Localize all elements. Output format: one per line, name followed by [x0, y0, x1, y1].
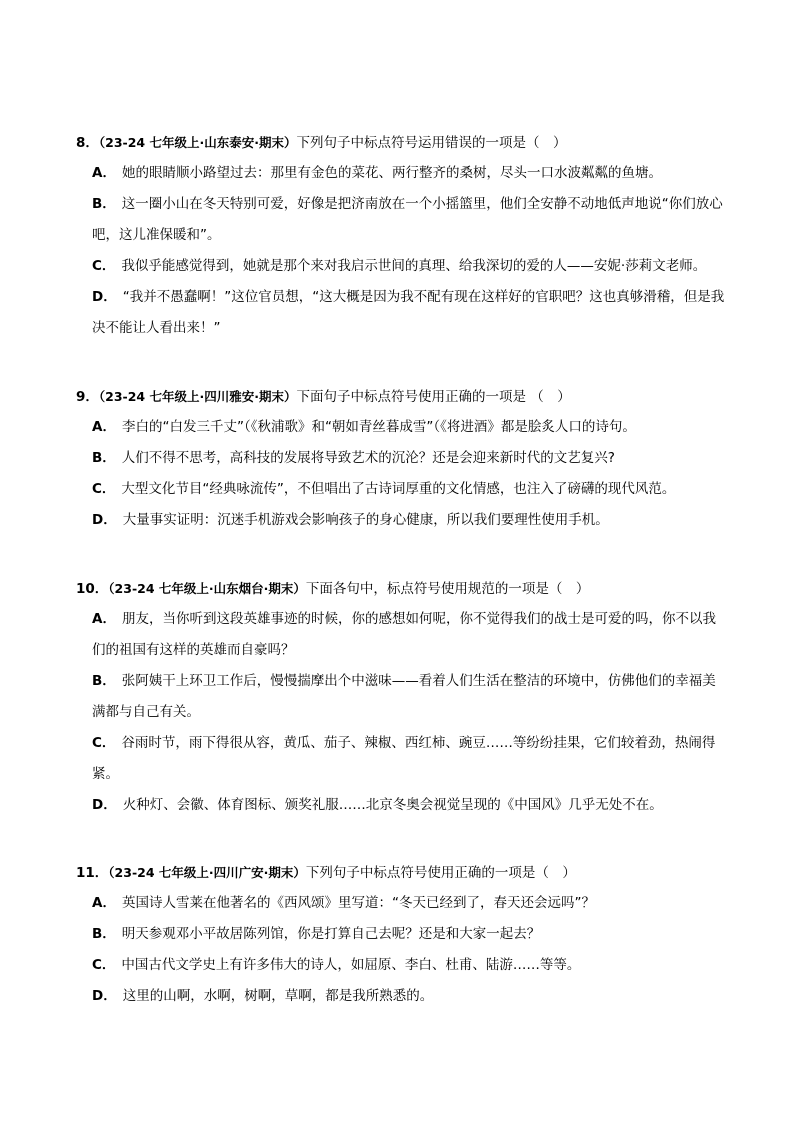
- question-number: 9．: [76, 389, 99, 405]
- option-letter: C．: [92, 735, 116, 751]
- option-text: 谷雨时节，雨下得很从容，黄瓜、茄子、辣椒、西红柿、豌豆……等纷纷挂果，它们较着劲，热闹得紧。: [92, 735, 716, 782]
- option-text: 张阿姨干上环卫工作后，慢慢揣摩出个中滋味——看着人们生活在整洁的环境中，仿佛他们的幸福美满都与自己有关。: [92, 673, 716, 720]
- option-text: 人们不得不思考，高科技的发展将导致艺术的沉沦？还是会迎来新时代的文艺复兴?: [121, 450, 615, 466]
- option-letter: D．: [92, 988, 117, 1004]
- option-text: 中国古代文学史上有许多伟大的诗人，如屈原、李白、杜甫、陆游……等等。: [121, 957, 581, 973]
- option-c: [92, 251, 726, 282]
- option-letter: A．: [92, 611, 116, 627]
- option-letter: A．: [92, 895, 116, 911]
- question-text: 下列句子中标点符号运用错误的一项是（ ）: [296, 135, 567, 151]
- option-text: 李白的“白发三千丈”（《秋浦歌》和“朝如青丝暮成雪”（《将进酒》都是脍炙人口的诗句。: [121, 419, 636, 435]
- question-10: [76, 578, 726, 821]
- option-text: 她的眼睛顺小路望过去：那里有金色的菜花、两行整齐的桑树，尽头一口水波粼粼的鱼塘。: [121, 165, 662, 181]
- option-letter: B．: [92, 926, 116, 942]
- option-letter: D．: [92, 289, 117, 305]
- question-source: （23-24 七年级上·山东泰安·期末）: [98, 135, 297, 150]
- question-11: [76, 862, 726, 1012]
- question-text: 下面句子中标点符号使用正确的一项是 （ ）: [296, 389, 571, 405]
- option-c: [92, 728, 726, 790]
- option-letter: C．: [92, 258, 116, 274]
- option-b: [92, 919, 726, 950]
- question-text: 下面各句中，标点符号使用规范的一项是（ ）: [305, 581, 590, 597]
- question-9: [76, 386, 726, 536]
- option-c: [92, 950, 726, 981]
- option-letter: D．: [92, 512, 117, 528]
- question-source: （23-24 七年级上·山东烟台·期末）: [108, 581, 306, 596]
- question-stem: [76, 862, 726, 884]
- option-a: [92, 412, 726, 443]
- question-stem: [76, 578, 726, 600]
- question-number: 8．: [76, 135, 99, 151]
- option-text: 这里的山啊，水啊，树啊，草啊，都是我所熟悉的。: [122, 988, 434, 1004]
- option-a: [92, 604, 726, 666]
- option-text: 大量事实证明：沉迷手机游戏会影响孩子的身心健康，所以我们要理性使用手机。: [122, 512, 609, 528]
- option-d: [92, 505, 726, 536]
- option-b: [92, 189, 726, 251]
- question-number: 10．: [76, 581, 109, 597]
- option-letter: B．: [92, 196, 116, 212]
- option-text: 火种灯、会徽、体育图标、颁奖礼服……北京冬奥会视觉呈现的《中国风》几乎无处不在。: [122, 797, 663, 813]
- option-letter: C．: [92, 481, 116, 497]
- question-source: （23-24 七年级上·四川雅安·期末）: [98, 389, 297, 404]
- option-letter: B．: [92, 450, 116, 466]
- option-text: 我似乎能感觉得到，她就是那个来对我启示世间的真理、给我深切的爱的人——安妮·莎莉文老师。: [121, 258, 707, 274]
- question-stem: [76, 132, 726, 154]
- option-d: [92, 981, 726, 1012]
- question-text: 下列句子中标点符号使用正确的一项是（ ）: [305, 865, 576, 881]
- option-letter: A．: [92, 165, 116, 181]
- option-letter: A．: [92, 419, 116, 435]
- option-text: 大型文化节目“经典咏流传”，不但唱出了古诗词厚重的文化情感，也注入了磅礴的现代风范。: [121, 481, 676, 497]
- question-number: 11．: [76, 865, 109, 881]
- option-c: [92, 474, 726, 505]
- option-text: “我并不愚蠢啊！”这位官员想，“这大概是因为我不配有现在这样好的官职吧？这也真够滑稽，但是我决不能让人看出来！”: [92, 289, 725, 336]
- option-letter: B．: [92, 673, 116, 689]
- option-b: [92, 666, 726, 728]
- option-b: [92, 443, 726, 474]
- option-a: [92, 158, 726, 189]
- question-8: [76, 132, 726, 344]
- question-stem: [76, 386, 726, 408]
- option-letter: D．: [92, 797, 117, 813]
- option-letter: C．: [92, 957, 116, 973]
- option-d: [92, 282, 726, 344]
- question-source: （23-24 七年级上·四川广安·期末）: [108, 865, 306, 880]
- option-text: 英国诗人雪莱在他著名的《西风颂》里写道：“冬天已经到了，春天还会远吗”？: [121, 895, 595, 911]
- option-text: 朋友，当你听到这段英雄事迹的时候，你的感想如何呢，你不觉得我们的战士是可爱的吗，你不以我们的祖国有这样的英雄而自豪吗？: [92, 611, 716, 658]
- option-text: 明天参观邓小平故居陈列馆，你是打算自己去呢？还是和大家一起去？: [121, 926, 541, 942]
- option-text: 这一圈小山在冬天特别可爱，好像是把济南放在一个小摇篮里，他们全安静不动地低声地说“你们放心吧，这儿准保暖和”。: [92, 196, 723, 243]
- option-d: [92, 790, 726, 821]
- option-a: [92, 888, 726, 919]
